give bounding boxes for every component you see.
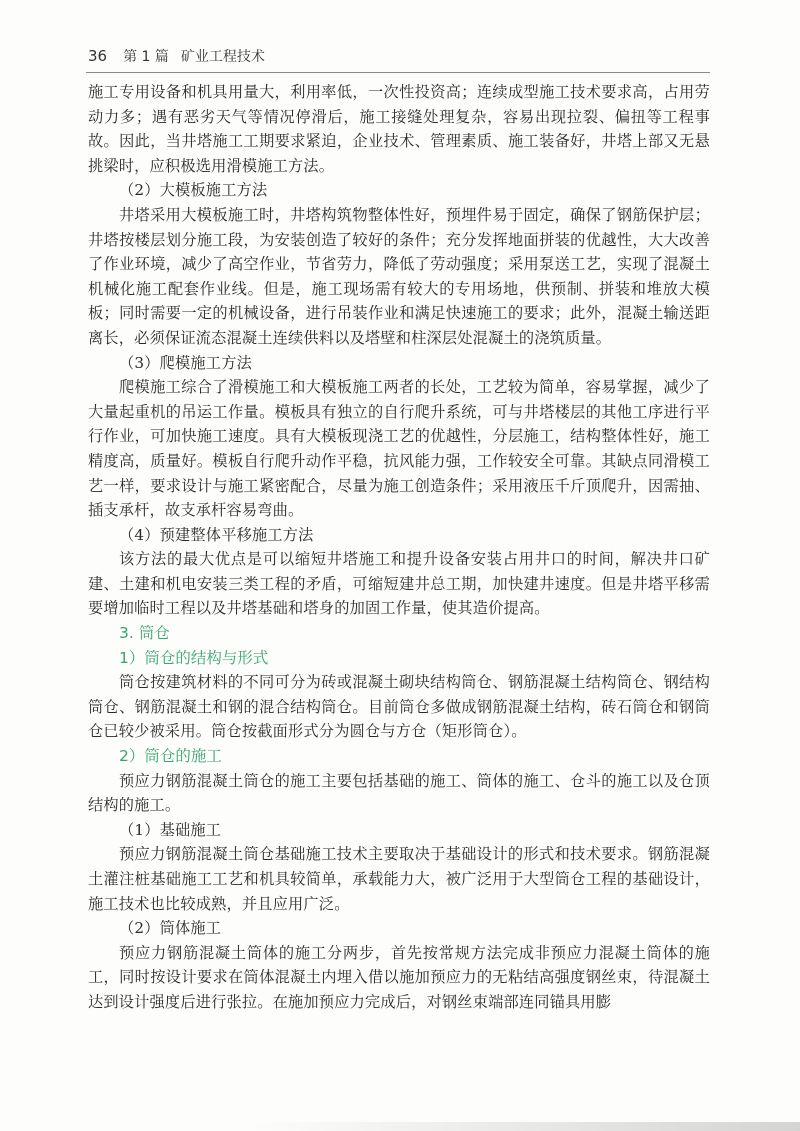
subheading-foundation: （1）基础施工 (119, 820, 222, 839)
paragraph-silo-construction: 预应力钢筋混凝土筒仓的施工主要包括基础的施工、筒体的施工、仓斗的施工以及仓顶结构的施工。 (88, 771, 710, 815)
subheading-cylinder: （2）筒体施工 (119, 919, 222, 938)
book-title: 矿业工程技术 (180, 49, 265, 65)
page-number: 36 (88, 47, 108, 65)
subheading-large-formwork: （2）大模板施工方法 (119, 181, 268, 200)
heading-silo-construction: 2）筒仓的施工 (119, 747, 222, 766)
running-header (88, 44, 708, 68)
paragraph-climbing-formwork: 爬模施工综合了滑模施工和大模板施工两者的长处，工艺较为简单，容易掌握，减少了大量起重机的吊运工作量。模板具有独立的自行爬升系统，可与井塔楼层的其他工序进行平行作业，可加快施工速度。具有大模板现浇工艺的优越性，分层施工，结构整体性好，施工精度高，质量好。模板自行爬升动作平稳，抗风能力强，工作较安全可靠。其缺点同滑模工艺一样，要求设计与施工紧密配合，尽量为施工创造条件；采用液压千斤顶爬升，因需抽、插支承杆，故支承杆容易弯曲。 (88, 378, 710, 520)
paragraph-continued: 施工专用设备和机具用量大，利用率低，一次性投资高；连续成型施工技术要求高，占用劳动力多；遇有恶劣天气等情况停滑后，施工接缝处理复杂，容易出现拉裂、偏扭等工程事故。因此，当井塔施工工期要求紧迫，企业技术、管理素质、施工装备好，井塔上部又无悬挑梁时，应积极选用滑模施工方法。 (88, 83, 710, 175)
page-edge-shadow (250, 1122, 800, 1131)
paragraph-silo-structure: 筒仓按建筑材料的不同可分为砖或混凝土砌块结构筒仓、钢筋混凝土结构筒仓、钢结构筒仓、钢筋混凝土和钢的混合结构筒仓。目前筒仓多做成钢筋混凝土结构，砖石筒仓和钢筒仓已较少被采用。筒仓按截面形式分为圆仓与方仓（矩形筒仓）。 (88, 673, 710, 741)
paragraph-foundation: 预应力钢筋混凝土筒仓基础施工技术主要取决于基础设计的形式和技术要求。钢筋混凝土灌注桩基础施工工艺和机具较简单，承载能力大，被广泛用于大型筒仓工程的基础设计，施工技术也比较成熟，并且应用广泛。 (88, 845, 710, 913)
paragraph-cylinder: 预应力钢筋混凝土筒体的施工分两步，首先按常规方法完成非预应力混凝土筒体的施工，同时按设计要求在筒体混凝土内埋入借以施加预应力的无粘结高强度钢丝束，待混凝土达到设计强度后进行张拉。在施加预应力完成后，对钢丝束端部连同锚具用膨 (88, 943, 710, 1011)
subheading-climbing-formwork: （3）爬模施工方法 (119, 353, 252, 372)
subheading-translation: （4）预建整体平移施工方法 (119, 525, 314, 544)
paragraph-translation: 该方法的最大优点是可以缩短井塔施工和提升设备安装占用井口的时间，解决井口矿建、土建和机电安装三类工程的矛盾，可缩短建井总工期，加快建井速度。但是井塔平移需要增加临时工程以及井塔基础和塔身的加固工作量，使其造价提高。 (88, 550, 710, 618)
header-rule (86, 72, 710, 73)
part-label: 第 1 篇 (123, 49, 169, 65)
body-text (88, 80, 710, 1015)
section-heading-silo: 3. 筒仓 (119, 624, 170, 643)
heading-silo-structure: 1）筒仓的结构与形式 (119, 648, 269, 667)
paragraph-large-formwork: 井塔采用大模板施工时，井塔构筑物整体性好，预埋件易于固定，确保了钢筋保护层；井塔按楼层划分施工段，为安装创造了较好的条件；充分发挥地面拼装的优越性，大大改善了作业环境，减少了高空作业，节省劳力，降低了劳动强度；采用泵送工艺，实现了混凝土机械化施工配套作业线。但是，施工现场需有较大的专用场地，供预制、拼装和堆放大模板；同时需要一定的机械设备，进行吊装作业和满足快速施工的要求；此外，混凝土输送距离长，必须保证流态混凝土连续供料以及塔壁和柱深层处混凝土的浇筑质量。 (88, 205, 710, 347)
